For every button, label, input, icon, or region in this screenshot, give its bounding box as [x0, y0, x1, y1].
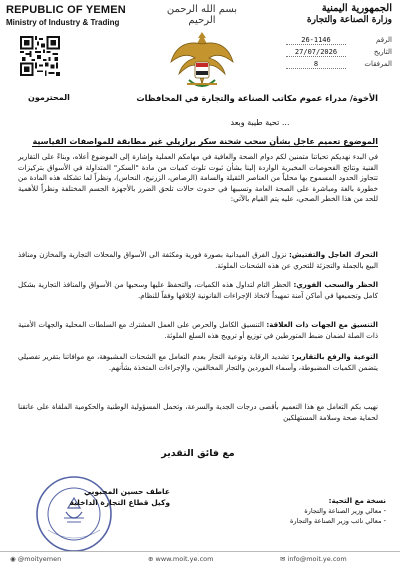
point-3-heading: التنسيق مع الجهات ذات العلاقة:	[266, 320, 378, 329]
header-english	[6, 4, 136, 27]
final-paragraph: نهيب بكم التعامل مع هذا التعميم بأقصى درجات الجدية والسرعة، وتحمل المسؤولية الوطنية والحكومية الملقاة على عاتقنا لحماية صحة وسلامة المستهلكين	[18, 402, 378, 422]
ministry-title-en: Ministry of Industry & Trading	[6, 18, 120, 27]
ref-number-row	[272, 36, 392, 47]
attachments-label: المرفقات	[364, 60, 392, 68]
point-4	[18, 352, 378, 373]
point-2-text: الحظر التام لتداول هذه الكميات، والتحفظ عليها وسحبها من الأسواق والمنافذ التجارية بشكل كامل وتجميعها في أماكن آمنة تمهيداً لاتخاذ الإجراءات القانونية لإتلافها وفقاً للنظام.	[18, 280, 378, 300]
footer-social[interactable]	[10, 555, 61, 563]
footer-email-text: info@moit.ye.com	[287, 555, 347, 563]
point-1-text: نزول الفرق الميدانية بصورة فورية ومكثفة الى الأسواق والمحلات التجارية والمخازن ومنافذ البيع بالجملة والتجزئة للتحري عن هذه الشحنات الملوثة.	[18, 250, 378, 270]
date-value: 27/07/2026	[286, 48, 346, 57]
ref-number-label: الرقم	[376, 36, 392, 44]
signature-block	[20, 486, 170, 508]
social-icon: ◉	[10, 555, 18, 563]
state-emblem	[156, 4, 248, 94]
point-2-heading: الحظر والسحب الفوري:	[293, 280, 379, 289]
subject-line	[18, 136, 378, 146]
footer-email[interactable]	[280, 555, 347, 563]
date-row	[272, 48, 392, 59]
signatory-name: عاطف حسين المحبوبي	[84, 487, 170, 496]
footer-social-text: @moityemen	[17, 555, 62, 563]
point-4-heading: التوعية والرفع بالتقارير:	[291, 352, 378, 361]
republic-title-ar: الجمهورية اليمنية	[321, 3, 392, 14]
signatory-title: وكيل قطاع التجارة الداخلية	[69, 498, 170, 507]
point-3-text: التنسيق الكامل والحرص على العمل المشترك مع السلطات المحلية والجهات الأمنية ذات الصلة لضمان ضبط المتورطين في توزيع أو ترويج هذه السلع الملوثة.	[18, 320, 378, 340]
ref-number-value: 26-1146	[286, 36, 346, 45]
qr-code-icon	[20, 36, 60, 76]
email-icon: ✉	[280, 555, 288, 563]
point-1	[18, 250, 378, 271]
ministry-title-ar: وزارة الصناعة والتجارة	[306, 15, 392, 25]
copy-item: - معالي وزير الصناعة والتجارة	[304, 507, 386, 515]
copies-title: نسخة مع التحية:	[328, 496, 386, 505]
point-3	[18, 320, 378, 341]
republic-title-en: REPUBLIC OF YEMEN	[6, 4, 126, 16]
attachments-value: 8	[286, 60, 346, 69]
addressee-line	[18, 93, 378, 103]
date-label: التاريخ	[373, 48, 392, 56]
header-arabic	[272, 3, 392, 25]
point-4-text: تشديد الرقابة وتوعية التجار بعدم التعامل مع الشحنات المشبوهة، مع موافاتنا بتقرير تفصيلي يتضمن الكميات المضبوطة، وأسماء الموردين والتجار المخالفين، والإجراءات المتخذة بشأنهم.	[18, 352, 378, 372]
footer-website[interactable]	[148, 555, 213, 563]
eagle-emblem-icon	[167, 26, 237, 96]
respected-text: المحترمون	[28, 93, 70, 102]
closing-regards: مع فائق التقدير	[161, 448, 235, 459]
subject-text: الموضوع تعميم عاجل بشأن سحب شحنة سكر برازيلي غير مطابقة للمواصفات القياسية	[32, 136, 378, 146]
letterhead-footer	[0, 551, 400, 567]
footer-website-text: www.moit.ye.com	[155, 555, 214, 563]
point-1-heading: التحرك العاجل والتفتيش:	[288, 250, 378, 259]
copies-to	[256, 496, 386, 526]
greeting: تحية طيبة وبعد ...	[230, 118, 290, 127]
attachments-row	[272, 60, 392, 71]
addressee-text: الأخوة/ مدراء عموم مكاتب الصناعة والتجارة في المحافظات	[136, 93, 378, 103]
point-2	[18, 280, 378, 301]
globe-icon: ⊕	[148, 555, 156, 563]
intro-paragraph: في البدء نهديكم تحياتنا متمنين لكم دوام الصحة والعافية في مهامكم العملية وإشارة إلى الموضوع أعلاه، وبناءً على التقارير الفنية ونتائج الفحوصات المخبرية الواردة إلينا بشأن ثبوت تلوث كميات من مادة "السكر" المتداولة في الأسواق بتركيزات تتجاوز الحدود المسموح بها محلياً من العناصر الثقيلة والسامة (الرصاص، الزرنيخ، النحاس)، ونظراً لما تشكله هذه المادة من خطورة بالغة ومباشرة على الصحة العامة وتسببها في حدوث حالات تلحق الضرر بالأجهزة الجسم المختلفة ونظراً للأهمية للحد من هذا الخطر الصحي، عليه يتم القيام بالآتي:	[18, 152, 378, 204]
basmala-text: بسم الله الرحمن الرحيم	[166, 4, 238, 26]
copy-item: - معالي نائب وزير الصناعة والتجارة	[289, 517, 386, 525]
reference-box	[272, 36, 392, 72]
